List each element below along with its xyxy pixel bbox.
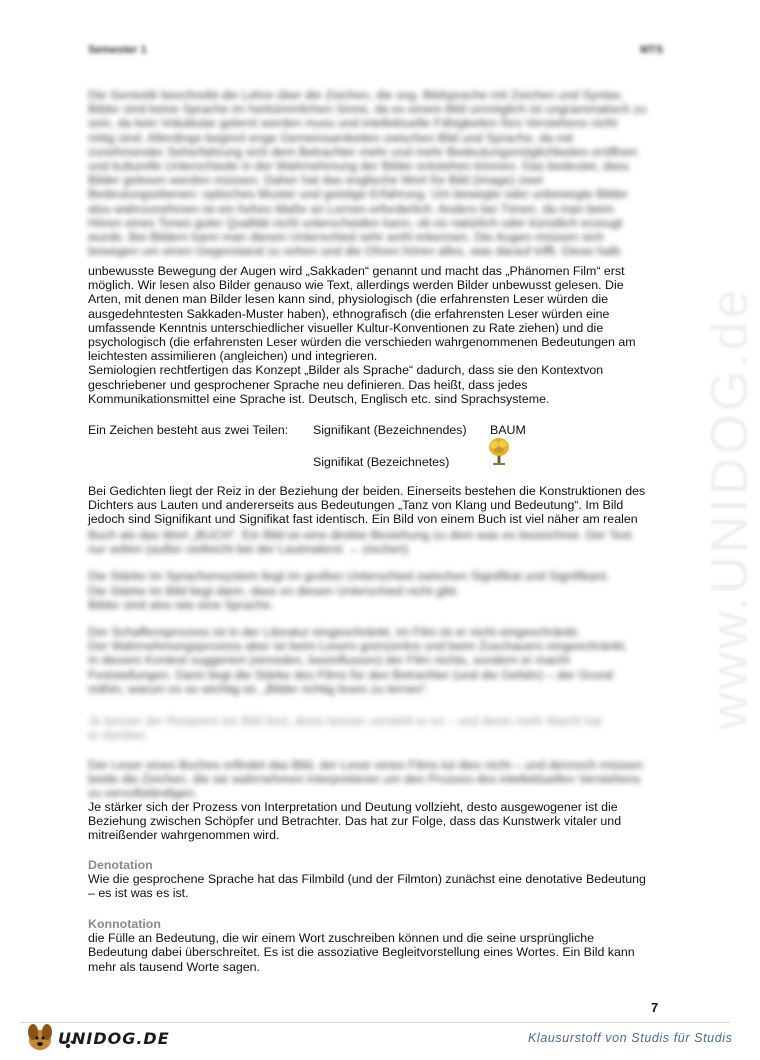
text-line: beide die Zeichen, die sie wahrnehmen interpretieren um den Prozess des intellektuellen Verstehens	[88, 772, 641, 787]
signifikat-label: Signifikat (Bezeichnetes)	[313, 455, 450, 469]
interpretation-paragraph	[88, 800, 658, 843]
text-line: geschriebener und gesprochener Sprache neu definieren. Das heißt, dass jedes	[88, 377, 528, 392]
header-course: MTS	[640, 44, 664, 56]
header-semester: Semester 1	[88, 44, 147, 56]
text-line: In diesem Kontext suggeriert (einreden, beeinflussen) der Film nichts, sondern er macht	[88, 653, 570, 668]
blurred-rezipient-note	[88, 714, 658, 742]
sakkaden-paragraph	[88, 264, 658, 406]
footer-tagline: Klausurstoff von Studis für Studis	[528, 1031, 733, 1045]
text-line: nur selten (außer vielleicht bei der Lautmalerei → zischen)	[88, 542, 409, 557]
text-line: Hören eines Tones guter Qualität nicht unterscheiden kann, ob es natürlich oder künstlich erzeugt	[88, 215, 623, 230]
gedichte-paragraph	[88, 484, 658, 527]
konnotation-section	[88, 917, 658, 974]
text-line: umfassende Kenntnis unterschiedlicher visueller Kultur-Konventionen zu Rate ziehen) und die	[88, 320, 604, 335]
text-line: Bilder sind keine Sprache im herkömmlichen Sinne, da es einem Bild unmöglich ist ungrammatisch zu	[88, 102, 647, 117]
text-line: jedoch sind Signifikant und Signifikat fast identisch. Ein Bild von einem Buch ist viel näher am realen	[88, 512, 638, 527]
text-line: Die Stärke im Sprachensystem liegt im großen Unterschied zwischen Signifikat und Signifikant.	[88, 569, 610, 584]
text-line: zu vervollständigen.	[88, 786, 198, 801]
text-line: möglich. Wir lesen also Bilder genauso wie Text, allerdings werden Bilder unbewusst gelesen. Die	[88, 278, 624, 293]
text-line: mitreißender wahrgenommen wird.	[88, 828, 280, 843]
sign-intro: Ein Zeichen besteht aus zwei Teilen:	[88, 423, 289, 437]
text-line: Der Leser eines Buches erfindet das Bild, der Leser eines Films tut dies nicht – und dennoch müssen	[88, 758, 644, 772]
baum-label: BAUM	[490, 423, 526, 437]
text-line: Beziehung zwischen Schöpfer und Betrachter. Das hat zur Folge, dass das Kunstwerk vitaler und	[88, 814, 622, 829]
text-line: zunehmender Seherfahrung sich dem Betrachter mehr und mehr Bedeutungsmöglichkeiten eröffnen	[88, 144, 638, 159]
text-line: Bei Gedichten liegt der Reiz in der Beziehung der beiden. Einerseits bestehen die Konstruktionen des	[88, 484, 646, 498]
text-line: Wie die gesprochene Sprache hat das Filmbild (und der Filmton) zunächst eine denotative Bedeutung	[88, 872, 646, 887]
blurred-intro-paragraph	[88, 88, 658, 258]
text-line: Buch als das Wort „BUCH“. Ein Bild ist eine direkte Beziehung zu dem was es bezeichnet. Der Text	[88, 528, 632, 542]
text-line: Bilder gelesen werden müssen. Daher hat das englische Wort für Bild (image) zwei	[88, 173, 543, 188]
text-line: unbewusste Bewegung der Augen wird „Sakkaden“ genannt und macht das „Phänomen Film“ erst	[88, 264, 625, 278]
text-line: bewegen um einen Gegenstand zu sehen und die Ohren hören alles, was darauf trifft. Diese halb	[88, 244, 621, 259]
text-line: er darüber.	[88, 728, 148, 743]
text-line: mithin, warum es so wichtig ist, „Bilder richtig lesen zu lernen“.	[88, 681, 430, 696]
text-line: Der Wahrnehmungsprozess aber ist beim Lesers grenzenlos und beim Zuschauers eingeschränkt.	[88, 639, 628, 654]
text-line: Arten, mit denen man Bilder lesen kann sind, physiologisch (die erfahrensten Leser würden die	[88, 292, 609, 307]
text-line: leichtesten assimilieren (angleichen) und integrieren.	[88, 349, 378, 364]
text-line: die Fülle an Bedeutung, die wir einem Wort zuschreiben können und die seine ursprüngliche	[88, 931, 595, 946]
text-line: Je stärker sich der Prozess von Interpretation und Deutung vollzieht, desto ausgewogener ist die	[88, 800, 618, 814]
text-line: Kommunikationsmittel eine Sprache ist. Deutsch, Englisch etc. sind Sprachsysteme.	[88, 391, 550, 406]
text-line: Je besser der Rezipient ein Bild liest, desto besser versteht er es – und desto mehr Macht hat	[88, 714, 602, 728]
konnotation-heading: Konnotation	[88, 917, 161, 931]
tree-icon	[487, 436, 511, 466]
text-line: Feststellungen. Darin liegt die Stärke des Films für den Betrachter (und die Gefahr) – der Grund	[88, 667, 613, 682]
text-line: mehr als tausend Worte sagen.	[88, 959, 260, 974]
watermark: www.UNIDOG.de	[701, 286, 759, 730]
text-line: nötig sind. Allerdings beginnt enge Gemeinsamkeiten zwischen Bild und Sprache, da mit	[88, 130, 573, 145]
text-line: Semiologien rechtfertigen das Konzept „Bilder als Sprache“ dadurch, dass sie den Kontextvon	[88, 363, 604, 378]
text-line: Der Schaffensprozess ist in der Literatur eingeschränkt, im Film ist er nicht eingeschränkt.	[88, 625, 581, 640]
text-line: und kulturelle Unterschiede in der Wahrnehmung der Bilder entstehen können. Das bedeutet, dass	[88, 159, 629, 174]
text-line: Die Stärke im Bild liegt darin, dass es diesen Unterschied nicht gibt.	[88, 583, 460, 598]
text-line: Die Semiotik beschreibt die Lehre über die Zeichen, die sog. Bildsprache mit Zeichen und Syntax.	[88, 88, 624, 102]
denotation-heading: Denotation	[88, 858, 153, 872]
text-line: – es ist was es ist.	[88, 886, 189, 901]
blurred-leser-paragraph	[88, 758, 658, 801]
text-line: ausgedehntesten Sakkaden-Muster haben), ethnografisch (die erfahrensten Leser würden eine	[88, 306, 610, 321]
text-line: Bedeutungsebenen: optisches Muster und geistige Erfahrung. Um bewegte oder unbewegte Bilder	[88, 187, 629, 202]
text-line: Dichters aus Lauten und andererseits aus Bedeutungen „Tanz von Klang und Bedeutung“. Im Bild	[88, 498, 624, 513]
text-line: sein, da kein Vokabular gelernt werden muss und intellektuelle Fähigkeiten fürs Verstehens nicht	[88, 116, 617, 131]
text-line: Bedeutung dabei überschreitet. Es ist die assoziative Begleitvorstellung eines Wortes. Ein Bild kann	[88, 945, 635, 960]
text-line: wurde. Bei Bildern kann man diesen Unterschied sehr wohl erkennen. Die Augen müssen sich	[88, 230, 604, 245]
logo-text: UNIDOG.DE	[58, 1029, 170, 1048]
signifikant-label: Signifikant (Bezeichnendes)	[313, 423, 467, 437]
page-number: 7	[651, 1000, 659, 1015]
denotation-section	[88, 858, 658, 901]
text-line: Bilder sind also wie eine Sprache.	[88, 597, 274, 612]
blurred-middle-section	[88, 528, 658, 696]
text-line: also wahrzunehmen ist ein hohes Maße an Lernen erforderlich. Anders bei Tönen, da man beim	[88, 201, 614, 216]
text-line: psychologisch (die erfahrensten Leser würden die verschieden wahrgenommenen Bedeutungen am	[88, 335, 636, 350]
